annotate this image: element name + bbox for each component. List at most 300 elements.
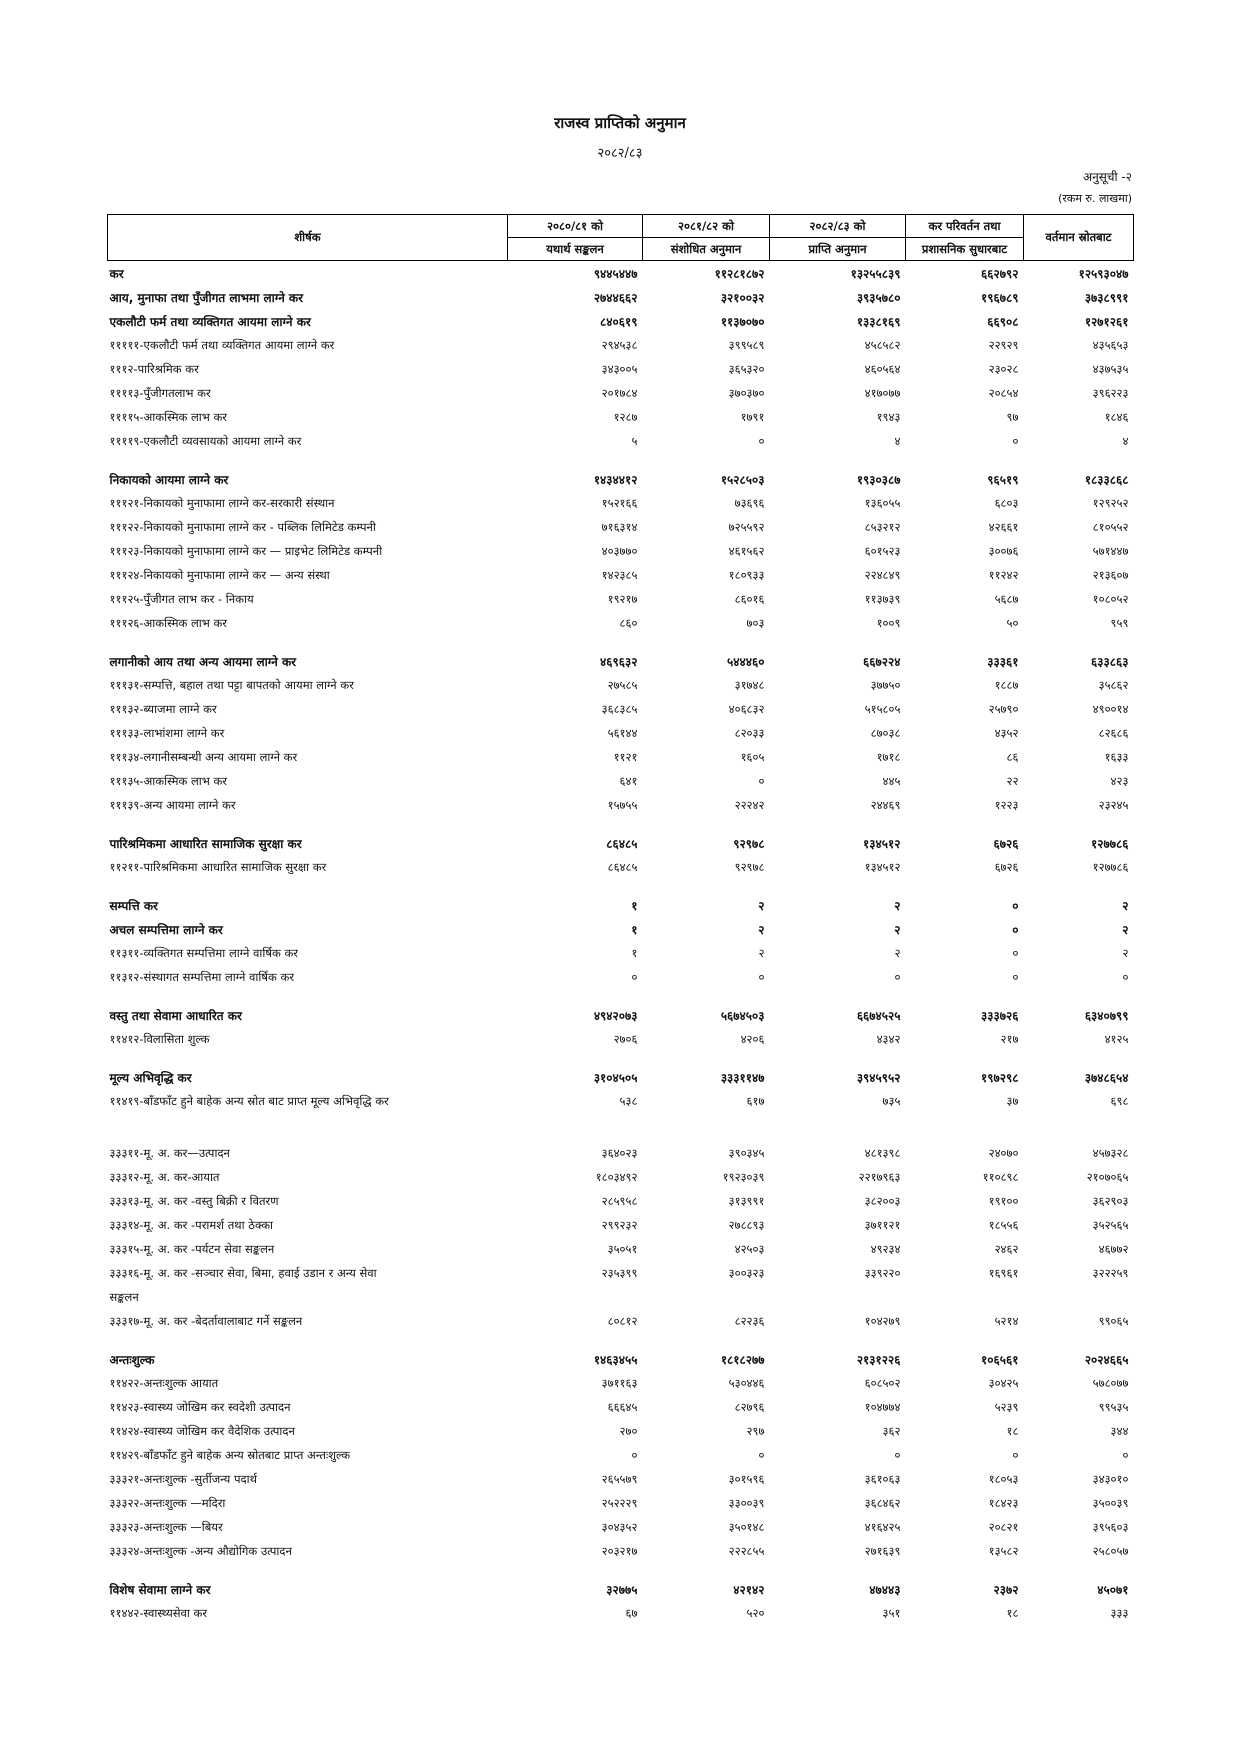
value-current: ३२२२५९ xyxy=(1092,1265,1129,1280)
row-label: ३३३१४-मू. अ. कर -परामर्श तथा ठेक्का xyxy=(109,1217,274,1232)
value-current xyxy=(1024,1285,1134,1309)
table-row-subtotal xyxy=(108,285,1134,309)
table-row xyxy=(108,673,1134,697)
value-actual: ६६६४५ xyxy=(607,1399,638,1414)
header-reform-line2: प्रशासनिक सुधारबाट xyxy=(906,238,1024,261)
value-actual: ८६० xyxy=(619,615,638,630)
spacer-row xyxy=(108,1051,1134,1065)
row-label: ३३३१६-मू. अ. कर -सञ्चार सेवा, बिमा, हवाई उडान र अन्य सेवा xyxy=(109,1265,377,1280)
value-current: १२७७८६ xyxy=(1091,836,1129,851)
table-row xyxy=(108,1165,1134,1189)
value-revised: ११२८१८७२ xyxy=(714,266,765,281)
value-reform: ११०८९८ xyxy=(982,1169,1019,1184)
value-revised: ३७०३७० xyxy=(728,385,765,400)
value-revised: ० xyxy=(758,433,765,448)
value-actual: १४६३४५५ xyxy=(593,1352,638,1367)
value-current: ४ xyxy=(1122,433,1129,448)
table-row xyxy=(108,491,1134,515)
value-actual: ९४४५४४७ xyxy=(593,266,638,281)
value-revised: २ xyxy=(758,898,765,913)
value-estimate: १७१८ xyxy=(876,749,901,764)
spacer-row xyxy=(108,453,1134,467)
row-label: निकायको आयमा लाग्ने कर xyxy=(109,472,229,487)
row-label: १११२३-निकायको मुनाफामा लाग्ने कर — प्राइभेट लिमिटेड कम्पनी xyxy=(109,543,383,558)
spacer-row xyxy=(108,989,1134,1003)
value-current: ४२३ xyxy=(1110,773,1129,788)
table-row xyxy=(108,697,1134,721)
table-row xyxy=(108,793,1134,817)
value-estimate: ४१६४२५ xyxy=(864,1519,901,1534)
table-row xyxy=(108,1467,1134,1491)
table-row xyxy=(108,1395,1134,1419)
value-actual: ४०३७७० xyxy=(601,543,638,558)
header-revised-line2: संशोधित अनुमान xyxy=(643,238,770,261)
value-estimate: ४३४२ xyxy=(876,1031,901,1046)
spacer-cell xyxy=(108,1113,1134,1127)
table-row xyxy=(108,563,1134,587)
value-revised: ६१७ xyxy=(746,1093,765,1108)
value-actual: ११२१ xyxy=(613,749,638,764)
value-current: ५७८०७७ xyxy=(1092,1375,1129,1390)
value-current: १२९२५२ xyxy=(1092,495,1129,510)
value-reform: १६९६१ xyxy=(988,1265,1019,1280)
value-current: ९५९ xyxy=(1110,615,1129,630)
value-current: ६३३८६३ xyxy=(1091,654,1129,669)
header-actual-line1: २०८०/८१ को xyxy=(508,215,643,238)
value-reform: ६६९०८ xyxy=(987,314,1019,329)
table-row xyxy=(108,1491,1134,1515)
value-actual: ५३८ xyxy=(619,1093,638,1108)
value-revised: ३०१५९६ xyxy=(728,1471,765,1486)
value-current: २१३६०७ xyxy=(1092,567,1129,582)
row-label: ११४४२-स्वास्थ्यसेवा कर xyxy=(109,1605,208,1620)
value-revised: ९२९७८ xyxy=(733,836,765,851)
table-row xyxy=(108,769,1134,793)
value-current: ८१०५५२ xyxy=(1092,519,1129,534)
value-current: ४९००१४ xyxy=(1092,701,1129,716)
table-row-subtotal xyxy=(108,309,1134,333)
row-label: १११३२-ब्याजमा लाग्ने कर xyxy=(109,701,217,716)
spacer-row xyxy=(108,1333,1134,1347)
row-label: सम्पत्ति कर xyxy=(109,898,158,913)
value-revised: ७२५५९२ xyxy=(728,519,765,534)
value-estimate: २४४६९ xyxy=(870,797,901,812)
table-row-subtotal xyxy=(108,1003,1134,1027)
row-label: लगानीको आय तथा अन्य आयमा लाग्ने कर xyxy=(109,654,297,669)
value-reform: ३०४२५ xyxy=(988,1375,1019,1390)
value-actual: २७० xyxy=(619,1423,638,1438)
value-actual: ४६९६३२ xyxy=(600,654,638,669)
value-revised: ५३०४४६ xyxy=(728,1375,765,1390)
document-title: राजस्व प्राप्तिको अनुमान xyxy=(554,114,686,132)
value-reform: ९६५१९ xyxy=(987,472,1019,487)
row-label: आय, मुनाफा तथा पुँजीगत लाभमा लाग्ने कर xyxy=(109,290,304,305)
table-row xyxy=(108,1189,1134,1213)
value-actual: २०३२१७ xyxy=(601,1543,638,1558)
table-row-subtotal xyxy=(108,1577,1134,1601)
table-row xyxy=(108,855,1134,879)
value-reform: ३३३७२६ xyxy=(981,1008,1019,1023)
value-current: ० xyxy=(1122,969,1129,984)
value-actual: ५ xyxy=(631,433,638,448)
spacer-row xyxy=(108,1113,1134,1127)
spacer-row xyxy=(108,1127,1134,1141)
value-actual: १ xyxy=(631,922,638,937)
value-estimate: ४९२३४ xyxy=(870,1241,901,1256)
value-current: ३७३८९९१ xyxy=(1084,290,1129,305)
value-actual: १९२१७ xyxy=(607,591,638,606)
value-current: ३४३०१० xyxy=(1092,1471,1129,1486)
table-row xyxy=(108,1309,1134,1333)
row-label: ३३३१७-मू. अ. कर -बेदर्तावालाबाट गर्ने सङ्कलन xyxy=(109,1313,303,1328)
value-estimate: ० xyxy=(894,969,901,984)
spacer-row xyxy=(108,1563,1134,1577)
value-reform: १२२३ xyxy=(994,797,1019,812)
value-current: ६३४०७९९ xyxy=(1084,1008,1129,1023)
value-estimate: २२४८४९ xyxy=(864,567,901,582)
value-reform: २४६२ xyxy=(994,1241,1019,1256)
row-label: ३३३२४-अन्तःशुल्क -अन्य औद्योगिक उत्पादन xyxy=(109,1543,292,1558)
value-reform: ५० xyxy=(1006,615,1019,630)
value-actual: ५६१४४ xyxy=(607,725,638,740)
row-label: ३३३२१-अन्तःशुल्क -सुर्तीजन्य पदार्थ xyxy=(109,1471,257,1486)
value-reform: ० xyxy=(1012,922,1019,937)
value-reform: २५७९० xyxy=(988,701,1019,716)
row-label: १११२५-पुँजीगत लाभ कर - निकाय xyxy=(109,591,254,606)
table-row xyxy=(108,333,1134,357)
value-estimate: १३२५५८३९ xyxy=(850,266,901,281)
value-reform: ४३५२ xyxy=(994,725,1019,740)
value-revised: ५२० xyxy=(746,1605,765,1620)
row-label: पारिश्रमिकमा आधारित सामाजिक सुरक्षा कर xyxy=(109,836,302,851)
table-row-subtotal xyxy=(108,831,1134,855)
table-row xyxy=(108,941,1134,965)
value-actual: ३५०५१ xyxy=(607,1241,638,1256)
value-revised: १८१८२७७ xyxy=(720,1352,765,1367)
header-current-source: वर्तमान स्रोतबाट xyxy=(1024,215,1134,261)
value-revised: ४६१५६२ xyxy=(728,543,765,558)
value-reform: ३००७६ xyxy=(988,543,1019,558)
value-actual: ३६४०२३ xyxy=(601,1145,638,1160)
value-revised: ११३७०७० xyxy=(720,314,765,329)
value-reform: ६७२६ xyxy=(993,836,1019,851)
spacer-cell xyxy=(108,1051,1134,1065)
revenue-table-container xyxy=(107,214,1133,1625)
value-current: ३७४८६५४ xyxy=(1084,1070,1129,1085)
header-heading: शीर्षक xyxy=(108,215,508,261)
value-current: ० xyxy=(1122,1447,1129,1462)
value-current: १६३३ xyxy=(1104,749,1129,764)
value-estimate: ३८२००३ xyxy=(864,1193,901,1208)
value-actual: ३१०४५०५ xyxy=(593,1070,638,1085)
value-actual: १२८७ xyxy=(613,409,638,424)
value-current: १०८०५२ xyxy=(1092,591,1129,606)
value-current: ४३५६५३ xyxy=(1092,337,1129,352)
value-actual: ८६४८५ xyxy=(606,836,638,851)
value-revised: २ xyxy=(758,922,765,937)
value-estimate: ३९४५९५२ xyxy=(856,1070,901,1085)
value-actual: ६७ xyxy=(625,1605,638,1620)
row-label: मूल्य अभिवृद्धि कर xyxy=(109,1070,192,1085)
value-current: २०२४६६५ xyxy=(1084,1352,1129,1367)
value-revised: ४२१४२ xyxy=(733,1582,765,1597)
row-label: सङ्कलन xyxy=(109,1289,139,1304)
table-row xyxy=(108,1419,1134,1443)
row-label: ३३३१५-मू. अ. कर -पर्यटन सेवा सङ्कलन xyxy=(109,1241,275,1256)
value-reform: १८५५६ xyxy=(988,1217,1019,1232)
spacer-cell xyxy=(108,1127,1134,1141)
table-row xyxy=(108,965,1134,989)
spacer-cell xyxy=(108,453,1134,467)
value-reform: २२ xyxy=(1006,773,1019,788)
value-revised: ८२७९६ xyxy=(734,1399,765,1414)
value-current: ४३७५३५ xyxy=(1092,361,1129,376)
value-reform: ४२६६१ xyxy=(988,519,1019,534)
value-estimate: १००९ xyxy=(876,615,901,630)
value-reform: २१७ xyxy=(1000,1031,1019,1046)
value-actual: ८०८१२ xyxy=(607,1313,638,1328)
value-estimate: १९३०३८७ xyxy=(856,472,901,487)
value-estimate: ३७११२१ xyxy=(864,1217,901,1232)
value-estimate: ५१५८०५ xyxy=(864,701,901,716)
table-row xyxy=(108,1443,1134,1467)
header-estimate-line1: २०८२/८३ को xyxy=(770,215,906,238)
value-revised: ८६०१६ xyxy=(734,591,765,606)
table-row xyxy=(108,611,1134,635)
value-current: १२५९३०४७ xyxy=(1078,266,1129,281)
value-revised: २७८८९३ xyxy=(728,1217,765,1232)
value-current: ६९८ xyxy=(1110,1093,1129,1108)
row-label: ११११५-आकस्मिक लाभ कर xyxy=(109,409,228,424)
value-reform: १९६७८९ xyxy=(981,290,1019,305)
row-label: ११४२४-स्वास्थ्य जोखिम कर वैदेशिक उत्पादन xyxy=(109,1423,295,1438)
row-label: ११४२३-स्वास्थ्य जोखिम कर स्वदेशी उत्पादन xyxy=(109,1399,291,1414)
value-reform: २४०७० xyxy=(988,1145,1019,1160)
value-estimate: ३५१ xyxy=(882,1605,901,1620)
value-estimate: ७३५ xyxy=(882,1093,901,1108)
row-label: ११३१२-संस्थागत सम्पत्तिमा लाग्ने वार्षिक कर xyxy=(109,969,295,984)
value-revised: ७०३ xyxy=(746,615,765,630)
table-row xyxy=(108,405,1134,429)
table-row xyxy=(108,1285,1134,1309)
table-row xyxy=(108,1261,1134,1285)
value-actual: २७४४६६२ xyxy=(593,290,638,305)
value-estimate: १०४२७९ xyxy=(864,1313,901,1328)
value-current: ५७१४४७ xyxy=(1092,543,1129,558)
value-reform: ० xyxy=(1012,1447,1019,1462)
value-actual: ३६८३८५ xyxy=(601,701,638,716)
value-revised: ७३६९६ xyxy=(734,495,765,510)
table-row xyxy=(108,1237,1134,1261)
value-reform: ५२३९ xyxy=(994,1399,1019,1414)
value-estimate: ४ xyxy=(894,433,901,448)
value-estimate: २१३१२२६ xyxy=(856,1352,901,1367)
value-revised: १६०५ xyxy=(740,749,765,764)
table-row-subtotal xyxy=(108,1347,1134,1371)
value-estimate: १३४५१२ xyxy=(864,859,901,874)
value-estimate: १९४३ xyxy=(876,409,901,424)
table-header xyxy=(108,215,1134,261)
row-label: ११११९-एकलौटी व्यवसायको आयमा लाग्ने कर xyxy=(109,433,302,448)
value-reform: १३५८२ xyxy=(988,1543,1019,1558)
row-label: ११४२९-बाँडफाँट हुने बाहेक अन्य स्रोतबाट प्राप्त अन्तःशुल्क xyxy=(109,1447,351,1462)
spacer-cell xyxy=(108,635,1134,649)
value-revised: २ xyxy=(758,945,765,960)
row-label: ३३३२२-अन्तःशुल्क —मदिरा xyxy=(109,1495,226,1510)
table-row-subtotal xyxy=(108,649,1134,673)
row-label: ३३३१३-मू. अ. कर -वस्तु बिक्री र वितरण xyxy=(109,1193,279,1208)
table-row-subtotal xyxy=(108,917,1134,941)
value-reform: १८०५३ xyxy=(988,1471,1019,1486)
value-actual: २७०६ xyxy=(613,1031,638,1046)
value-estimate: ६०१५२३ xyxy=(864,543,901,558)
value-estimate: ३६२ xyxy=(882,1423,901,1438)
value-revised: ९२९७८ xyxy=(734,859,765,874)
value-estimate: २ xyxy=(894,922,901,937)
header-actual-line2: यथार्थ सङ्कलन xyxy=(508,238,643,261)
value-reform: ० xyxy=(1012,433,1019,448)
value-estimate: ४६०५६४ xyxy=(864,361,901,376)
value-current: ३९६२२३ xyxy=(1092,385,1129,400)
value-estimate: ४७४४३ xyxy=(869,1582,901,1597)
table-row-subtotal xyxy=(108,893,1134,917)
row-label: कर xyxy=(109,266,124,281)
schedule-label: अनुसूची -२ xyxy=(1082,170,1132,184)
value-reform: १८४२३ xyxy=(988,1495,1019,1510)
value-estimate: ३९३५७८० xyxy=(856,290,901,305)
value-actual: २९४५३८ xyxy=(601,337,638,352)
value-revised: ० xyxy=(758,773,765,788)
table-row xyxy=(108,381,1134,405)
value-estimate: ४४५ xyxy=(882,773,901,788)
value-reform: १९७२९८ xyxy=(981,1070,1019,1085)
value-reform: २०८२१ xyxy=(988,1519,1019,1534)
row-label: ३३३१२-मू. अ. कर-आयात xyxy=(109,1169,220,1184)
value-actual: २५२२२९ xyxy=(601,1495,638,1510)
table-row xyxy=(108,1027,1134,1051)
value-reform: ० xyxy=(1012,945,1019,960)
value-actual: २३५३९९ xyxy=(601,1265,638,1280)
value-current: ३३३ xyxy=(1110,1605,1129,1620)
table-row xyxy=(108,539,1134,563)
value-current: २५८०५७ xyxy=(1092,1543,1129,1558)
value-revised: १९२३०३९ xyxy=(722,1169,765,1184)
value-estimate: ३३९२२० xyxy=(864,1265,901,1280)
value-revised: ० xyxy=(758,969,765,984)
value-reform: ३७ xyxy=(1006,1093,1019,1108)
header-revised-line1: २०८१/८२ को xyxy=(643,215,770,238)
value-revised: ४२५०३ xyxy=(734,1241,765,1256)
value-revised: ३३००३९ xyxy=(728,1495,765,1510)
value-revised xyxy=(643,1285,770,1309)
row-label: वस्तु तथा सेवामा आधारित कर xyxy=(109,1008,242,1023)
row-label: १११३१-सम्पत्ति, बहाल तथा पट्टा बापतको आयमा लाग्ने कर xyxy=(109,677,354,692)
table-row xyxy=(108,1213,1134,1237)
header-estimate-line2: प्राप्ति अनुमान xyxy=(770,238,906,261)
value-current: ९९५३५ xyxy=(1098,1399,1129,1414)
value-actual: ७१६३१४ xyxy=(601,519,638,534)
table-row xyxy=(108,587,1134,611)
value-reform: २२९२९ xyxy=(988,337,1019,352)
value-actual: ४९४२०७३ xyxy=(593,1008,638,1023)
value-reform: १९१०० xyxy=(988,1193,1019,1208)
value-estimate: ६६७२२४ xyxy=(863,654,901,669)
row-label: १११२६-आकस्मिक लाभ कर xyxy=(109,615,228,630)
value-reform: ० xyxy=(1012,898,1019,913)
row-label: १११२४-निकायको मुनाफामा लाग्ने कर — अन्य संस्था xyxy=(109,567,330,582)
row-label: ११२११-पारिश्रमिकमा आधारित सामाजिक सुरक्षा कर xyxy=(109,859,327,874)
table-row xyxy=(108,515,1134,539)
value-estimate: २२१७९६३ xyxy=(858,1169,901,1184)
value-actual: २७५८५ xyxy=(607,677,638,692)
value-revised: ३३३११४७ xyxy=(720,1070,765,1085)
value-revised: ५६७४५०३ xyxy=(720,1008,765,1023)
spacer-row xyxy=(108,817,1134,831)
value-reform: २३०२८ xyxy=(988,361,1019,376)
row-label: १११११-एकलौटी फर्म तथा व्यक्तिगत आयमा लाग्ने कर xyxy=(109,337,335,352)
value-revised: २९७ xyxy=(746,1423,765,1438)
value-reform: १८ xyxy=(1006,1423,1019,1438)
value-actual: ३०४३५२ xyxy=(601,1519,638,1534)
value-revised: ५४४४६० xyxy=(727,654,765,669)
table-row-subtotal xyxy=(108,261,1134,286)
value-revised: २२२४२ xyxy=(734,797,765,812)
value-actual: ३२७७५ xyxy=(606,1582,638,1597)
value-actual: १ xyxy=(631,898,638,913)
row-label: ११४२२-अन्तःशुल्क आयात xyxy=(109,1375,219,1390)
value-current: ४५७३२८ xyxy=(1092,1145,1129,1160)
row-label: एकलौटी फर्म तथा व्यक्तिगत आयमा लाग्ने कर xyxy=(109,314,311,329)
table-row xyxy=(108,745,1134,769)
value-actual: १४२३८५ xyxy=(601,567,638,582)
value-current: ४६७७२ xyxy=(1098,1241,1129,1256)
value-revised: ४०६८३२ xyxy=(728,701,765,716)
value-current: २३२४५ xyxy=(1098,797,1129,812)
spacer-cell xyxy=(108,1333,1134,1347)
value-estimate: ४१७०७७ xyxy=(864,385,901,400)
value-estimate: ३७७५० xyxy=(870,677,901,692)
table-row xyxy=(108,1539,1134,1563)
value-current: १२७७८६ xyxy=(1092,859,1129,874)
value-estimate: २ xyxy=(894,945,901,960)
value-revised: १८०९३३ xyxy=(728,567,765,582)
value-reform: ६७२६ xyxy=(994,859,1019,874)
value-revised: ३००३२३ xyxy=(728,1265,765,1280)
table-row xyxy=(108,721,1134,745)
row-label: अचल सम्पत्तिमा लाग्ने कर xyxy=(109,922,223,937)
table-row xyxy=(108,429,1134,453)
value-estimate: ० xyxy=(894,1447,901,1462)
value-revised: ३१७४८ xyxy=(734,677,765,692)
table-body xyxy=(108,261,1134,1626)
unit-label: (रकम रु. लाखमा) xyxy=(1058,192,1132,205)
value-actual: ८४०६१९ xyxy=(600,314,638,329)
value-estimate: ३६८४६२ xyxy=(864,1495,901,1510)
value-estimate: २७१६३९ xyxy=(864,1543,901,1558)
value-estimate: ३६१०६३ xyxy=(864,1471,901,1486)
table-row xyxy=(108,1141,1134,1165)
value-actual: ३४३००५ xyxy=(601,361,638,376)
value-current: ३५८६२ xyxy=(1098,677,1129,692)
value-actual: २०१७८४ xyxy=(601,385,638,400)
value-revised: ३९०३४५ xyxy=(728,1145,765,1160)
value-estimate: २ xyxy=(894,898,901,913)
value-reform: २३७२ xyxy=(993,1582,1019,1597)
row-label: १११३४-लगानीसम्बन्धी अन्य आयमा लाग्ने कर xyxy=(109,749,298,764)
row-label: १११३९-अन्य आयमा लाग्ने कर xyxy=(109,797,236,812)
value-revised: ० xyxy=(758,1447,765,1462)
value-reform: ५६८७ xyxy=(994,591,1019,606)
